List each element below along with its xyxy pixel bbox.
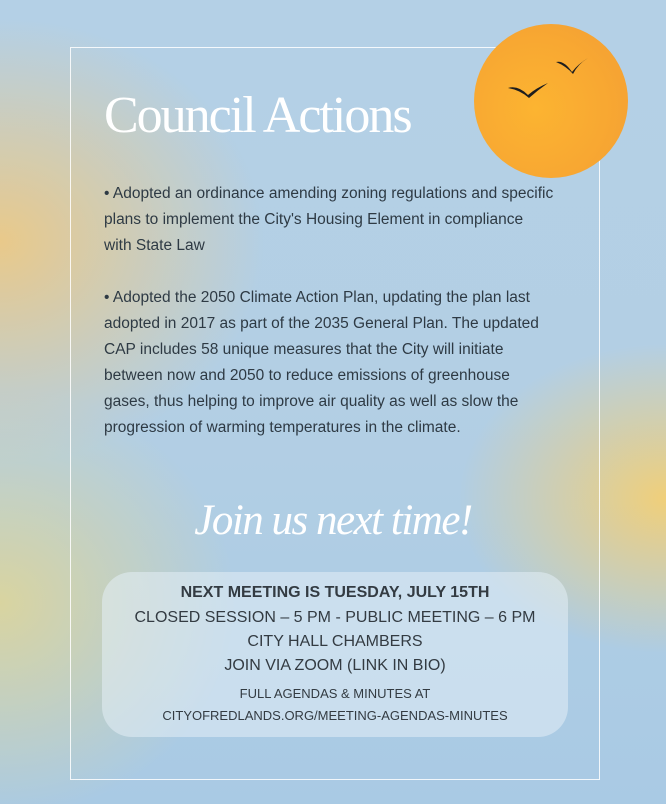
agendas-link[interactable]: CITYOFREDLANDS.ORG/MEETING-AGENDAS-MINUTES [162, 708, 508, 723]
meeting-location: CITY HALL CHAMBERS [247, 633, 423, 650]
zoom-info: JOIN VIA ZOOM (LINK IN BIO) [224, 657, 446, 674]
meeting-info-box [102, 572, 568, 737]
action-item-1: • Adopted an ordinance amending zoning regulations and specific plans to implement the City's Housing Element in compliance with State Law [104, 185, 554, 254]
meeting-times: CLOSED SESSION – 5 PM - PUBLIC MEETING – 6 PM [134, 609, 536, 626]
birds-icon [500, 50, 600, 110]
agendas-label: FULL AGENDAS & MINUTES AT [239, 686, 431, 701]
bird-icon [556, 58, 588, 74]
bird-icon [508, 83, 548, 98]
join-heading: Join us next time! [194, 497, 472, 544]
page-title: Council Actions [104, 87, 411, 144]
meeting-headline: NEXT MEETING IS TUESDAY, JULY 15TH [180, 584, 490, 601]
action-item-2: • Adopted the 2050 Climate Action Plan, updating the plan last adopted in 2017 as part of the 2035 General Plan. The updated CAP includes 58 unique measures that the City will initiate between now and 2050 to reduce emissions of greenhouse gases, thus helping to improve air quality as well as slow the progression of warming temperatures in the climate. [104, 289, 539, 436]
